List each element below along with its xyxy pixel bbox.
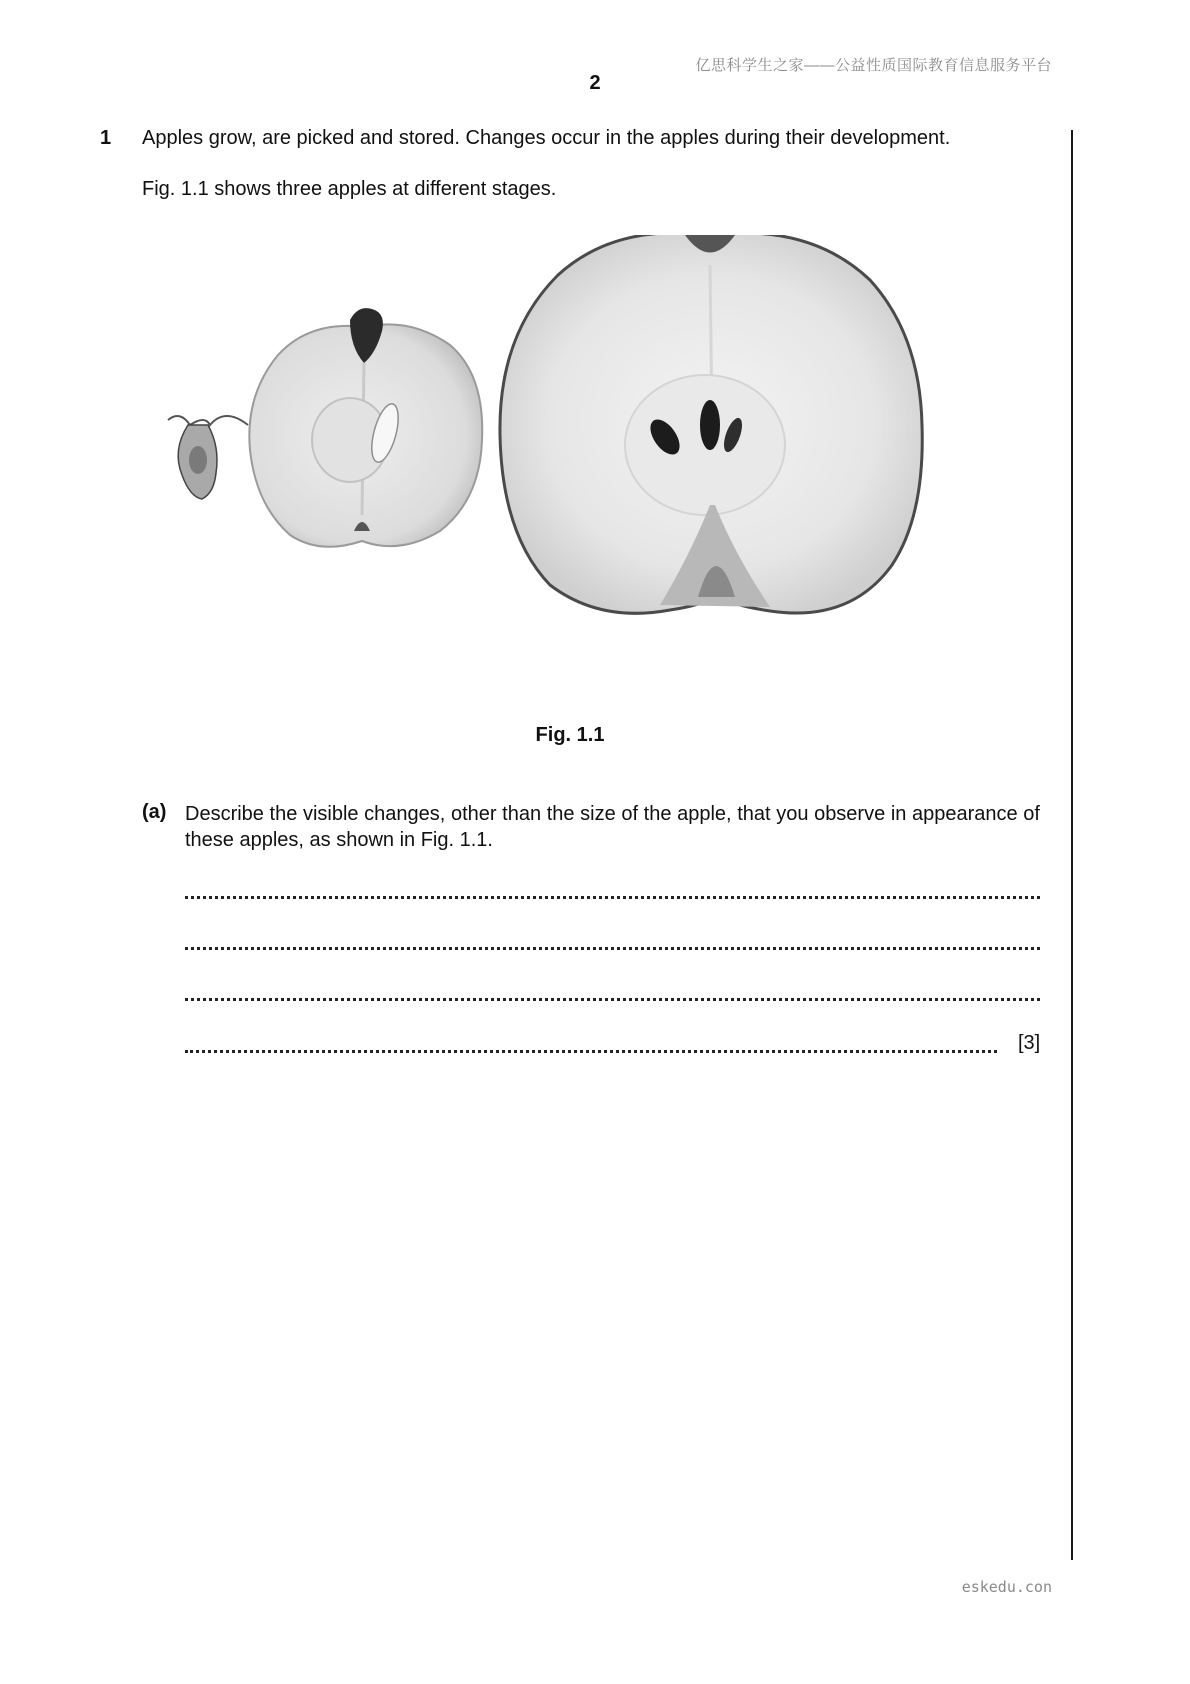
apple-stage-3 xyxy=(500,235,922,613)
answer-line[interactable] xyxy=(185,1050,997,1053)
part-a-label: (a) xyxy=(142,801,167,823)
part-a-text: Describe the visible changes, other than the size of the apple, that you observe in appearance of these apples, as shown in Fig. 1.1. xyxy=(185,803,1040,851)
apple-stage-1 xyxy=(168,416,248,499)
answer-line[interactable] xyxy=(185,947,1040,950)
figure-caption: Fig. 1.1 xyxy=(535,724,605,746)
answer-line[interactable] xyxy=(185,998,1040,1001)
figure-apples xyxy=(150,235,1010,675)
answer-line[interactable] xyxy=(185,896,1040,899)
margin-rule xyxy=(1071,130,1073,1560)
question-text: Apples grow, are picked and stored. Changes occur in the apples during their development. xyxy=(142,127,951,149)
apple-stage-2 xyxy=(249,308,482,547)
marks-label: [3] xyxy=(1018,1032,1041,1054)
question-number: 1 xyxy=(100,127,112,149)
figure-intro: Fig. 1.1 shows three apples at different stages. xyxy=(142,178,557,200)
page-number: 2 xyxy=(589,72,601,94)
footer-watermark: eskedu.con xyxy=(961,1578,1052,1596)
header-watermark: 亿思科学生之家——公益性质国际教育信息服务平台 xyxy=(695,57,1052,74)
